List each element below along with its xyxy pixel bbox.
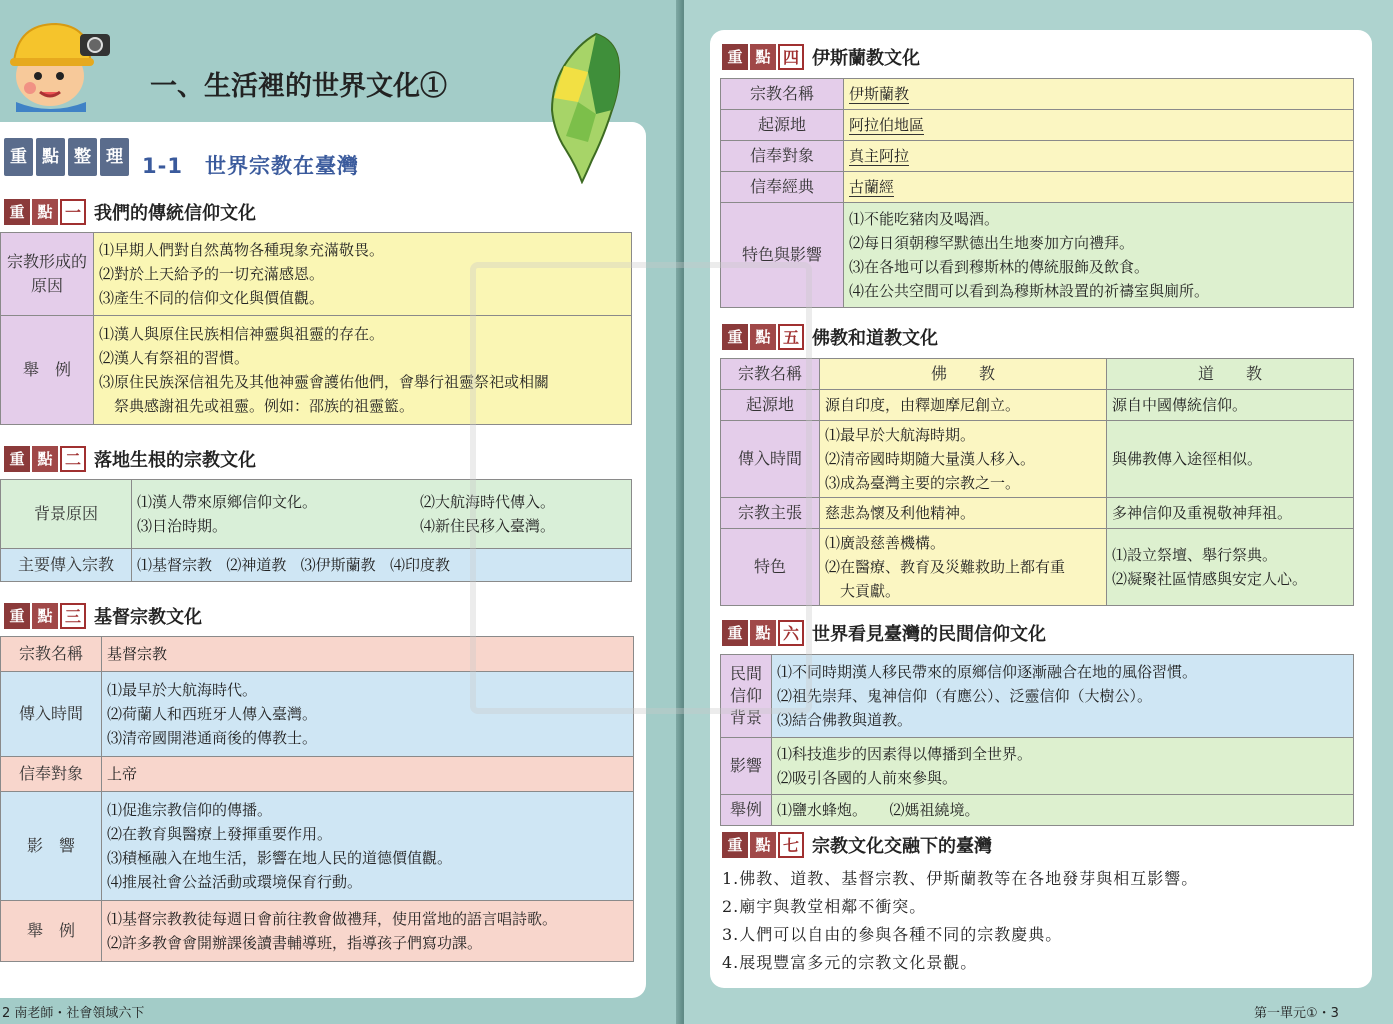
row-label: 主要傳入宗教 (1, 549, 132, 582)
table-row (1, 637, 634, 672)
table-row (1, 792, 634, 901)
row-content (1107, 498, 1354, 529)
line: ⑶在各地可以看到穆斯林的傳統服飾及飲食。 (849, 258, 1150, 276)
badge-number: 七 (778, 832, 804, 858)
row-content (94, 316, 632, 425)
row-label: 影響 (721, 738, 772, 795)
line: 古蘭經 (849, 178, 895, 196)
row-content (1107, 529, 1354, 606)
line: 基督宗教 (107, 645, 168, 663)
row-label: 宗教主張 (721, 498, 820, 529)
table-row (721, 79, 1354, 110)
row-content (772, 795, 1354, 826)
line: ⑶結合佛教與道教。 (777, 711, 913, 729)
badge-char: 點 (750, 324, 776, 350)
line: 源自印度，由釋迦摩尼創立。 (825, 396, 1021, 414)
row-content (102, 672, 634, 757)
line: 祭典感謝祖先或祖靈。例如：邵族的祖靈籃。 (99, 397, 415, 415)
table-folk-belief (720, 654, 1354, 826)
line: ⑵清帝國時期隨大量漢人移入。 (825, 450, 1036, 468)
badge-char: 點 (750, 620, 776, 646)
table-row (721, 738, 1354, 795)
table-row (721, 529, 1354, 606)
column-header: 宗教名稱 (721, 359, 820, 390)
table-row (721, 421, 1354, 498)
conclusion-line: 2.廟宇與教堂相鄰不衝突。 (722, 897, 927, 916)
row-content (844, 141, 1354, 172)
row-content (102, 637, 634, 672)
column-header: 道 教 (1107, 359, 1354, 390)
key-summary-tag (4, 138, 129, 176)
line: ⑵凝聚社區情感與安定人心。 (1112, 570, 1308, 588)
row-content (132, 480, 415, 549)
line: ⑵在醫療、教育及災難救助上都有重 (825, 558, 1066, 576)
row-content (844, 203, 1354, 308)
row-content (1107, 421, 1354, 498)
page-footer: 2 南老師・社會領域六下 (2, 1006, 145, 1021)
badge-number: 一 (60, 199, 86, 225)
point-title: 我們的傳統信仰文化 (94, 203, 256, 224)
list-item: ⑷印度教 (389, 556, 450, 574)
row-label: 信奉對象 (1, 757, 102, 792)
badge-char: 重 (722, 324, 748, 350)
table-islam (720, 78, 1354, 308)
point-heading-1 (4, 199, 256, 225)
badge-char: 點 (32, 446, 58, 472)
line: ⑴鹽水蜂炮。 ⑵媽祖繞境。 (777, 801, 980, 819)
line: ⑷在公共空間可以看到為穆斯林設置的祈禱室與廁所。 (849, 282, 1210, 300)
row-label: 信奉對象 (721, 141, 844, 172)
badge-char: 重 (722, 832, 748, 858)
line: 源自中國傳統信仰。 (1112, 396, 1248, 414)
point-heading-2 (4, 446, 256, 472)
table-traditional-belief (0, 232, 632, 425)
row-content (415, 480, 632, 549)
line: ⑷新住民移入臺灣。 (419, 517, 555, 535)
left-page (0, 0, 684, 1024)
row-label: 信奉經典 (721, 172, 844, 203)
row-label: 起源地 (721, 110, 844, 141)
table-row (721, 172, 1354, 203)
point-heading-3 (4, 603, 202, 629)
row-content (844, 110, 1354, 141)
badge-char: 重 (4, 603, 30, 629)
row-content (132, 549, 632, 582)
taiwan-map-icon (548, 32, 626, 184)
badge-number: 四 (778, 44, 804, 70)
row-label: 傳入時間 (721, 421, 820, 498)
table-buddhism-taoism (720, 358, 1354, 606)
table-christianity (0, 636, 634, 962)
line: ⑴最早於大航海時代。 (107, 681, 258, 699)
list-item: ⑵神道教 (226, 556, 287, 574)
table-row (1, 901, 634, 962)
row-label: 舉例 (721, 795, 772, 826)
line: 上帝 (107, 765, 138, 783)
table-row (721, 655, 1354, 738)
point-title: 伊斯蘭教文化 (812, 48, 920, 69)
row-content (820, 529, 1107, 606)
section-subtitle: 1-1 世界宗教在臺灣 (142, 154, 359, 178)
line: 真主阿拉 (849, 147, 910, 165)
badge-number: 六 (778, 620, 804, 646)
line: ⑴漢人與原住民族相信神靈與祖靈的存在。 (99, 325, 385, 343)
tag-char: 整 (68, 138, 97, 176)
line: 阿拉伯地區 (849, 116, 925, 134)
conclusion-line: 3.人們可以自由的參與各種不同的宗教慶典。 (722, 925, 1063, 944)
row-label: 舉 例 (1, 901, 102, 962)
line: ⑴漢人帶來原鄉信仰文化。 (137, 493, 318, 511)
line: ⑵大航海時代傳入。 (419, 493, 555, 511)
row-label: 宗教形成的原因 (1, 233, 94, 316)
line: ⑴廣設慈善機構。 (825, 534, 946, 552)
row-content (772, 738, 1354, 795)
line: ⑴科技進步的因素得以傳播到全世界。 (777, 745, 1033, 763)
table-rooted-religion (0, 479, 632, 582)
row-label: 宗教名稱 (721, 79, 844, 110)
line: ⑶清帝國開港通商後的傳教士。 (107, 729, 318, 747)
point-title: 落地生根的宗教文化 (94, 450, 256, 471)
line: ⑶原住民族深信祖先及其他神靈會護佑他們，會舉行祖靈祭祀或相關 (99, 373, 550, 391)
tag-char: 理 (100, 138, 129, 176)
line: ⑵祖先崇拜、鬼神信仰（有應公）、泛靈信仰（大樹公）。 (777, 687, 1153, 705)
line: ⑴不同時期漢人移民帶來的原鄉信仰逐漸融合在地的風俗習慣。 (777, 663, 1198, 681)
badge-char: 點 (750, 44, 776, 70)
line: ⑵吸引各國的人前來參與。 (777, 769, 958, 787)
point-title: 基督宗教文化 (94, 607, 202, 628)
badge-char: 重 (4, 199, 30, 225)
table-row (721, 390, 1354, 421)
point-heading-4 (722, 44, 920, 70)
badge-number: 二 (60, 446, 86, 472)
line: ⑵在教育與醫療上發揮重要作用。 (107, 825, 333, 843)
row-content (820, 390, 1107, 421)
row-content (844, 172, 1354, 203)
boy-with-camera-icon (6, 16, 116, 112)
row-label: 特色 (721, 529, 820, 606)
tag-char: 點 (36, 138, 65, 176)
table-row (721, 498, 1354, 529)
point-heading-6 (722, 620, 1046, 646)
line: ⑵每日須朝穆罕默德出生地麥加方向禮拜。 (849, 234, 1135, 252)
list-item: ⑶伊斯蘭教 (300, 556, 376, 574)
line: ⑵漢人有祭祖的習慣。 (99, 349, 250, 367)
page-title: 一、生活裡的世界文化① (150, 71, 447, 102)
table-row (1, 672, 634, 757)
row-content (102, 792, 634, 901)
row-content (94, 233, 632, 316)
list-item: ⑴基督宗教 (137, 556, 213, 574)
line: 與佛教傳入途徑相似。 (1112, 450, 1263, 468)
line: 伊斯蘭教 (849, 85, 910, 103)
line: ⑶積極融入在地生活，影響在地人民的道德價值觀。 (107, 849, 453, 867)
row-label: 民間信仰背景 (721, 655, 772, 738)
table-header-row (721, 359, 1354, 390)
row-content (1107, 390, 1354, 421)
line: ⑴最早於大航海時期。 (825, 426, 976, 444)
row-label: 影 響 (1, 792, 102, 901)
line: 大貢獻。 (825, 582, 901, 600)
point-heading-5 (722, 324, 938, 350)
point-title: 世界看見臺灣的民間信仰文化 (812, 624, 1046, 645)
line: ⑵許多教會會開辦課後讀書輔導班，指導孩子們寫功課。 (107, 934, 483, 952)
point-title: 宗教文化交融下的臺灣 (812, 836, 992, 857)
table-row (1, 233, 632, 316)
table-row (1, 549, 632, 582)
badge-char: 重 (722, 620, 748, 646)
line: 多神信仰及重視敬神拜祖。 (1112, 504, 1293, 522)
line: ⑷推展社會公益活動或環境保育行動。 (107, 873, 363, 891)
row-content (102, 757, 634, 792)
row-content (102, 901, 634, 962)
badge-char: 重 (722, 44, 748, 70)
table-row (1, 480, 632, 549)
line: ⑵荷蘭人和西班牙人傳入臺灣。 (107, 705, 318, 723)
row-label: 特色與影響 (721, 203, 844, 308)
row-label: 傳入時間 (1, 672, 102, 757)
line: ⑶成為臺灣主要的宗教之一。 (825, 474, 1021, 492)
page-footer: 第一單元①・3 (1254, 1006, 1339, 1021)
line: ⑶產生不同的信仰文化與價值觀。 (99, 289, 325, 307)
conclusion-line: 1.佛教、道教、基督宗教、伊斯蘭教等在各地發芽與相互影響。 (722, 869, 1199, 888)
line: 慈悲為懷及利他精神。 (825, 504, 976, 522)
line: ⑴促進宗教信仰的傳播。 (107, 801, 273, 819)
point-title: 佛教和道教文化 (812, 328, 938, 349)
point-heading-7 (722, 832, 992, 858)
row-content (820, 421, 1107, 498)
badge-char: 重 (4, 446, 30, 472)
table-row (721, 795, 1354, 826)
row-content (820, 498, 1107, 529)
row-label: 背景原因 (1, 480, 132, 549)
row-label: 宗教名稱 (1, 637, 102, 672)
line: ⑴早期人們對自然萬物各種現象充滿敬畏。 (99, 241, 385, 259)
line: ⑶日治時期。 (137, 517, 228, 535)
table-row (1, 316, 632, 425)
row-content (772, 655, 1354, 738)
line: ⑴基督宗教教徒每週日會前往教會做禮拜，使用當地的語言唱詩歌。 (107, 910, 558, 928)
line: ⑴不能吃豬肉及喝酒。 (849, 210, 1000, 228)
badge-number: 三 (60, 603, 86, 629)
table-row (1, 757, 634, 792)
badge-char: 點 (750, 832, 776, 858)
table-row (721, 141, 1354, 172)
column-header: 佛 教 (820, 359, 1107, 390)
conclusion-line: 4.展現豐富多元的宗教文化景觀。 (722, 953, 978, 972)
badge-char: 點 (32, 603, 58, 629)
table-row (721, 110, 1354, 141)
row-label: 舉 例 (1, 316, 94, 425)
row-content (844, 79, 1354, 110)
line: ⑵對於上天給予的一切充滿感恩。 (99, 265, 325, 283)
row-label: 起源地 (721, 390, 820, 421)
table-row (721, 203, 1354, 308)
tag-char: 重 (4, 138, 33, 176)
badge-number: 五 (778, 324, 804, 350)
line: ⑴設立祭壇、舉行祭典。 (1112, 546, 1278, 564)
badge-char: 點 (32, 199, 58, 225)
